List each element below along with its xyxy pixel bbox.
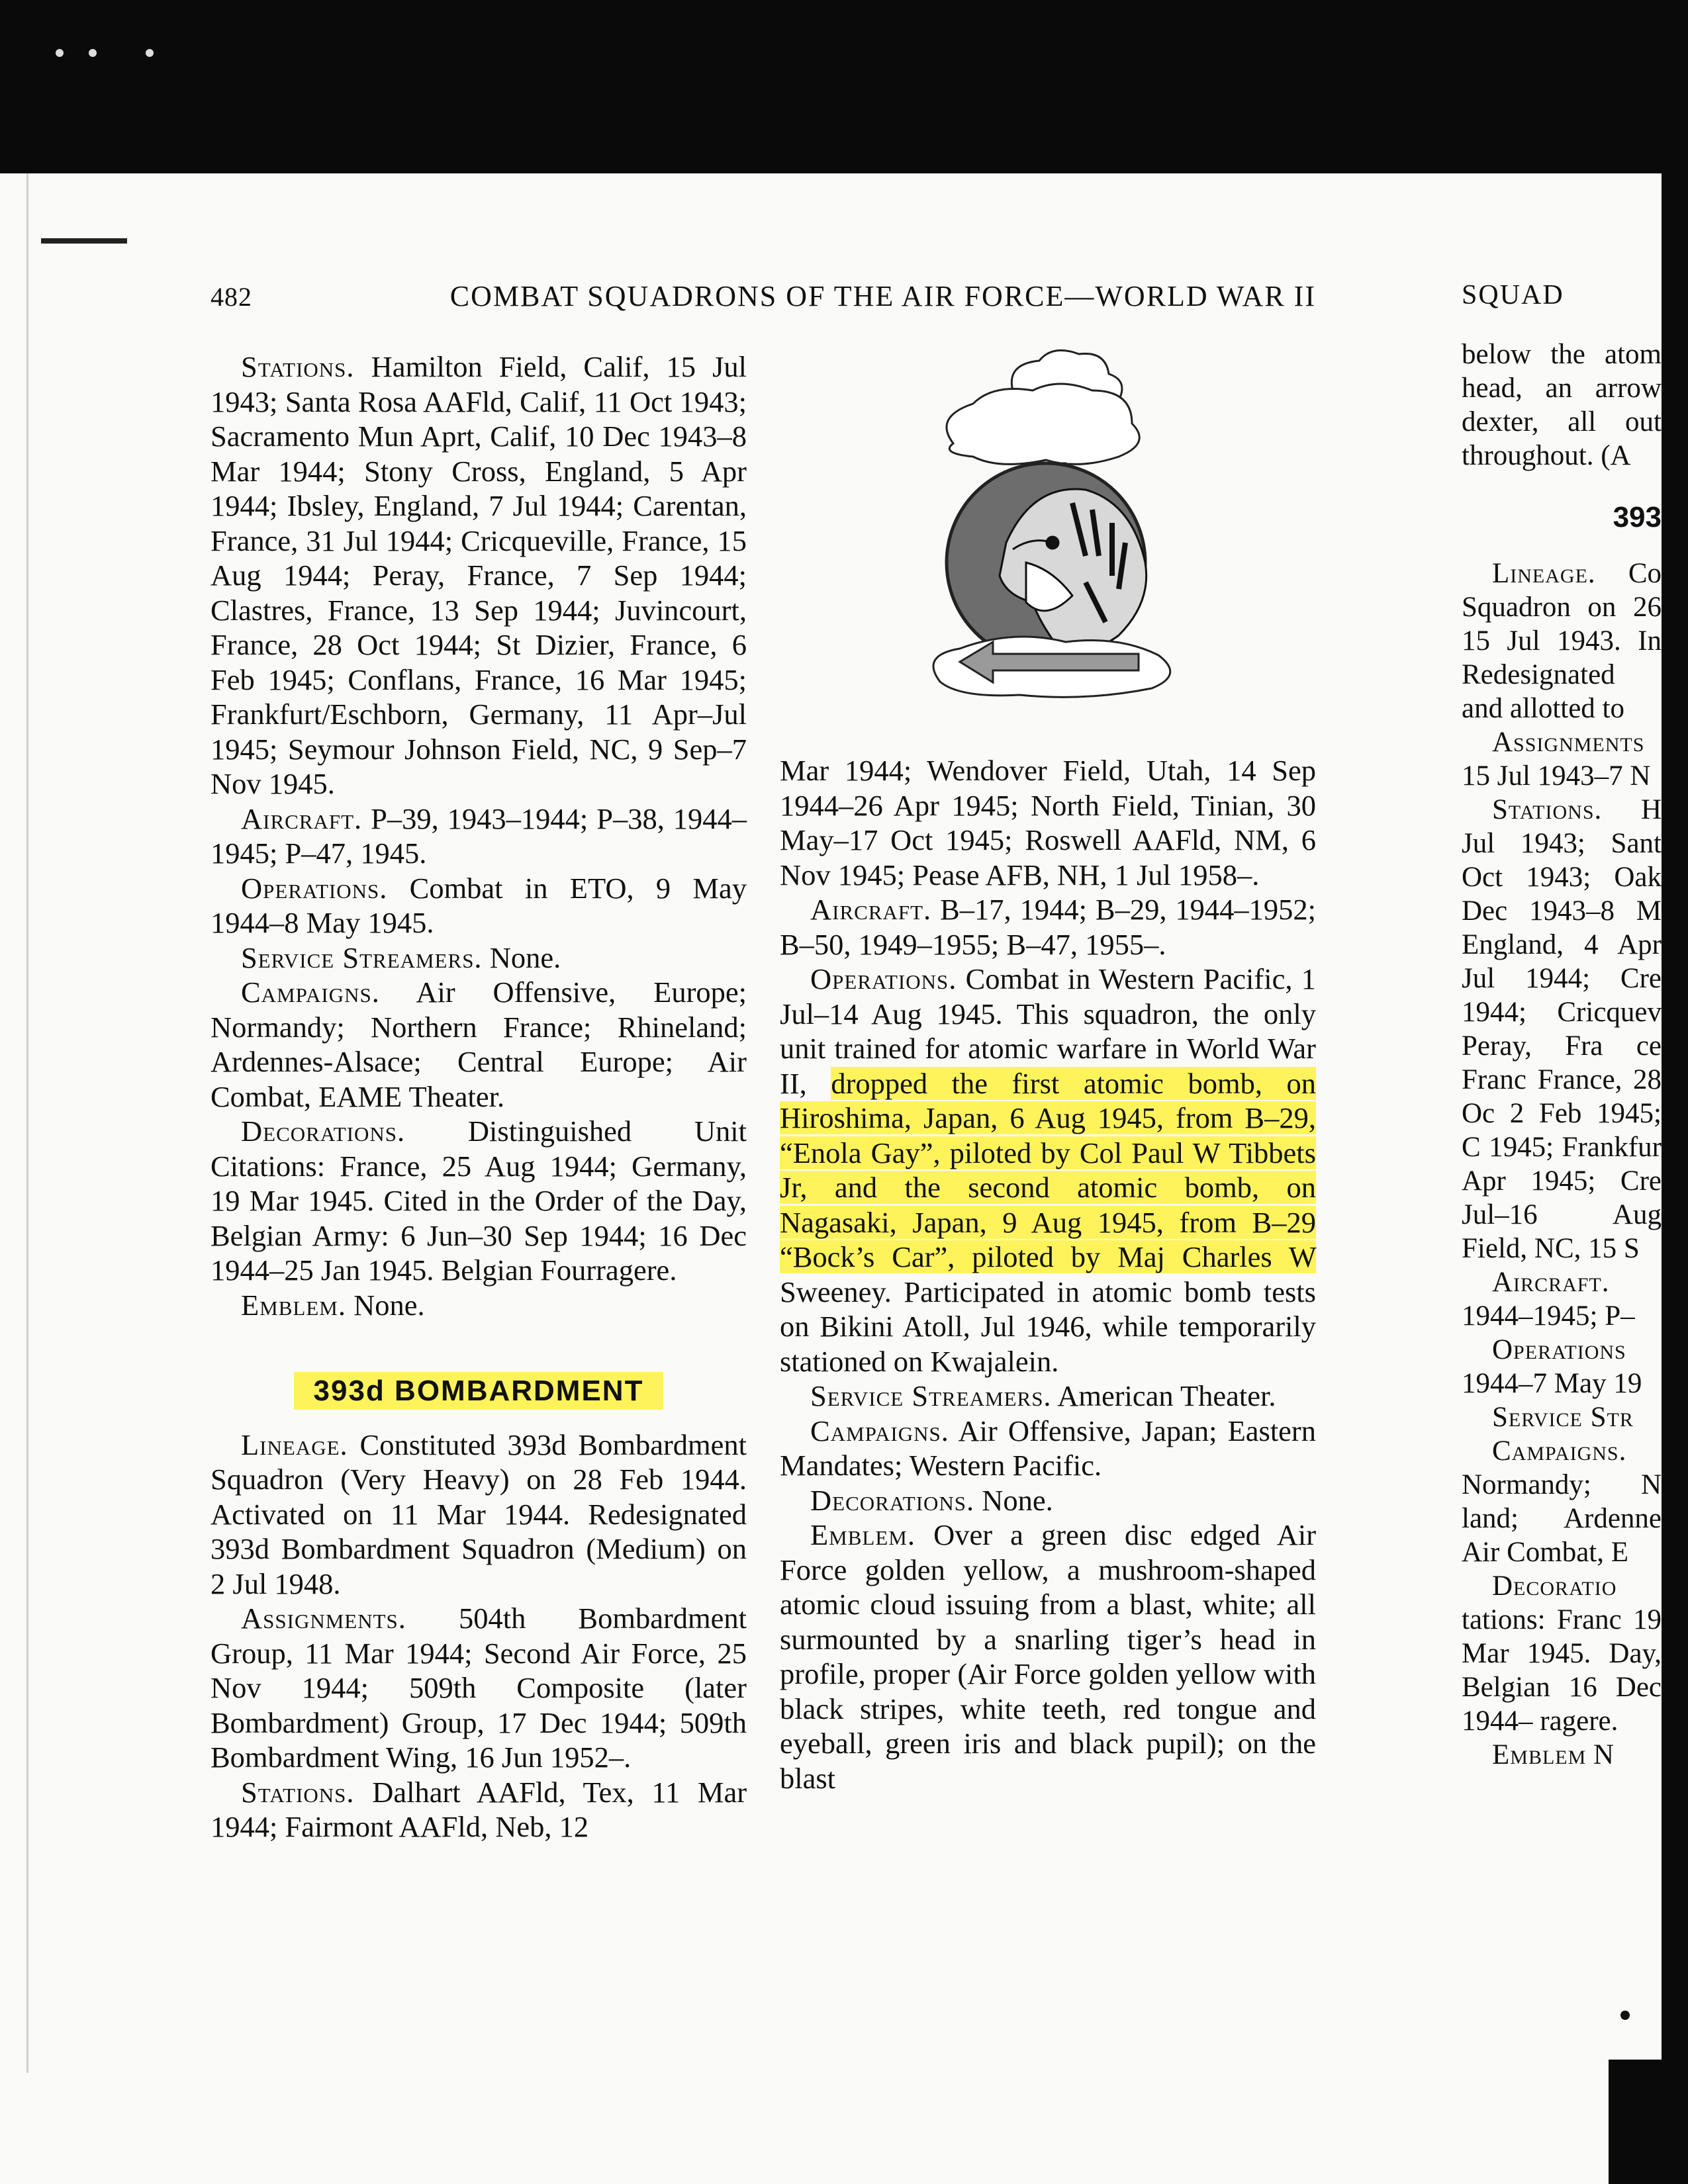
running-header (211, 279, 1316, 313)
next-lineage: Lineage. Co Squadron on 26 15 Jul 1943. In Redesignated and allotted to (1462, 558, 1662, 724)
entry-lineage: Lineage. Constituted 393d Bombardment Squadron (Very Heavy) on 28 Feb 1944. Activated on 11 Mar 1944. Redesignated 393d Bombardment Squadron (Medium) on 2 Jul 1948. (211, 1428, 747, 1600)
running-title: COMBAT SQUADRONS OF THE AIR FORCE—WORLD WAR II (449, 280, 1316, 312)
entry-decorations-393d: Decorations. None. (810, 1483, 1053, 1517)
entry-campaigns: Campaigns. Air Offensive, Europe; Normandy; Northern France; Rhineland; Ardennes-Alsace; Central Europe; Air Combat, EAME Theater. (211, 976, 747, 1113)
entry-assignments: Assignments. 504th Bombardment Group, 11 Mar 1944; Second Air Force, 25 Nov 1944; 509th Composite (later Bombardment) Group, 17 Dec 1944; 509th Bombardment Wing, 16 Jun 1952–. (211, 1602, 747, 1774)
punch-hole (56, 49, 64, 57)
entry-decorations: Decorations. Distinguished Unit Citations: France, 25 Aug 1944; Germany, 19 Mar 1945. Cited in the Order of the Day, Belgian Army: 6 Jun–30 Sep 1944; 16 Dec 1944–25 Jan 1945. Belgian Fourragere. (211, 1115, 747, 1287)
page-number: 482 (211, 282, 252, 312)
entry-emblem-393d: Emblem. Over a green disc edged Air Force golden yellow, a mushroom-shaped atomic cloud issuing from a blast, white; all surmounted by a snarling tiger’s head in profile, proper (Air Force golden yellow with black stripes, white teeth, red tongue and eyeball, green iris and black pupil); on the blast (780, 1518, 1317, 1795)
entry-aircraft: Aircraft. P–39, 1943–1944; P–38, 1944–1945; P–47, 1945. (211, 801, 747, 870)
next-operations: Operations 1944–7 May 19 (1462, 1334, 1642, 1399)
next-assignments: Assignments 15 Jul 1943–7 N (1462, 727, 1651, 792)
next-stations: Stations. H Jul 1943; Sant Oct 1943; Oak Dec 1943–8 M England, 4 Apr Jul 1944; Cre 1944; Cricquev Peray, Fra ce Franc France, 28 Oc 2 Feb 1945; C 1945; Frankfur Apr 1945; Cre Jul–16 Aug Field, NC, 15 S (1462, 794, 1662, 1264)
scan-bottom-corner (1609, 2060, 1688, 2184)
emblem-continued: below the atom head, an arrow dexter, all out throughout. (A (1462, 339, 1662, 471)
scan-top-band (0, 0, 1688, 173)
next-aircraft: Aircraft. 1944–1945; P– (1462, 1267, 1635, 1332)
entry-service-streamers: Service Streamers. None. (241, 940, 561, 974)
page-edge (26, 173, 28, 2073)
squadron-emblem-image (914, 344, 1192, 728)
stations-continued: Mar 1944; Wendover Field, Utah, 14 Sep 1944–26 Apr 1945; North Field, Tinian, 30 May–17 Oct 1945; Roswell AAFld, NM, 6 Nov 1945; Pease AFB, NH, 1 Jul 1958–. (780, 754, 1316, 891)
next-emblem: Emblem N (1492, 1739, 1615, 1770)
next-streamers: Service Str (1492, 1402, 1634, 1433)
scan-mark (41, 238, 127, 244)
entry-stations-393d: Stations. Dalhart AAFld, Tex, 11 Mar 1944; Fairmont AAFld, Neb, 12 (211, 1775, 747, 1843)
scan-dot (1620, 2011, 1630, 2020)
next-section-title: 393 (1613, 501, 1662, 533)
column-middle (780, 753, 1316, 1796)
next-decorations: Decoratio tations: Franc 19 Mar 1945. Day, Belgian 16 Dec 1944– ragere. (1462, 1570, 1662, 1737)
entry-emblem: Emblem. None. (241, 1288, 425, 1322)
scan-right-edge (1662, 173, 1688, 2060)
highlighted-passage: dropped the first atomic bomb, on Hiroshima, Japan, 6 Aug 1945, from B–29, “Enola Gay”, piloted by Col Paul W Tibbets Jr, and the second atomic bomb, on Nagasaki, Japan, 9 Aug 1945, from B–29 “Bock’s Car”, piloted by Maj Charles W (780, 1066, 1316, 1273)
column-left (211, 349, 747, 1844)
next-page-head: SQUAD (1462, 280, 1564, 310)
entry-operations-393d: Operations. Combat in Western Pacific, 1 Jul–14 Aug 1945. This squadron, the only unit trained for atomic warfare in World War II, dropped the first atomic bomb, on Hiroshima, Japan, 6 Aug 1945, from B–29, “Enola Gay”, piloted by Col Paul W Tibbets Jr, and the second atomic bomb, on Nagasaki, Japan, 9 Aug 1945, from B–29 “Bock’s Car”, piloted by Maj Charles W Sweeney. Participated in atomic bomb tests on Bikini Atoll, Jul 1946, while temporarily stationed on Kwajalein. (780, 962, 1316, 1378)
next-campaigns: Campaigns. Normandy; N land; Ardenne Air Combat, E (1462, 1435, 1662, 1568)
entry-service-streamers-393d: Service Streamers. American Theater. (810, 1379, 1276, 1412)
punch-hole (89, 49, 97, 57)
entry-campaigns-393d: Campaigns. Air Offensive, Japan; Eastern Mandates; Western Pacific. (780, 1414, 1317, 1482)
entry-operations: Operations. Combat in ETO, 9 May 1944–8 May 1945. (211, 871, 747, 939)
section-title: 393d BOMBARDMENT (211, 1374, 747, 1409)
entry-stations: Stations. Hamilton Field, Calif, 15 Jul 1943; Santa Rosa AAFld, Calif, 11 Oct 1943; Sacramento Mun Aprt, Calif, 10 Dec 1943–8 Mar 1944; Stony Cross, England, 5 Apr 1944; Ibsley, England, 7 Jul 1944; Carentan, France, 31 Jul 1944; Cricqueville, France, 15 Aug 1944; Peray, France, 7 Sep 1944; Clastres, France, 13 Sep 1944; Juvincourt, France, 28 Oct 1944; St Dizier, France, 6 Feb 1945; Conflans, France, 16 Mar 1945; Frankfurt/Eschborn, Germany, 11 Apr–Jul 1945; Seymour Johnson Field, NC, 9 Sep–7 Nov 1945. (211, 350, 747, 800)
entry-aircraft-393d: Aircraft. B–17, 1944; B–29, 1944–1952; B–50, 1949–1955; B–47, 1955–. (780, 893, 1317, 961)
punch-hole (146, 49, 154, 57)
column-right-cutoff (1462, 338, 1662, 1772)
